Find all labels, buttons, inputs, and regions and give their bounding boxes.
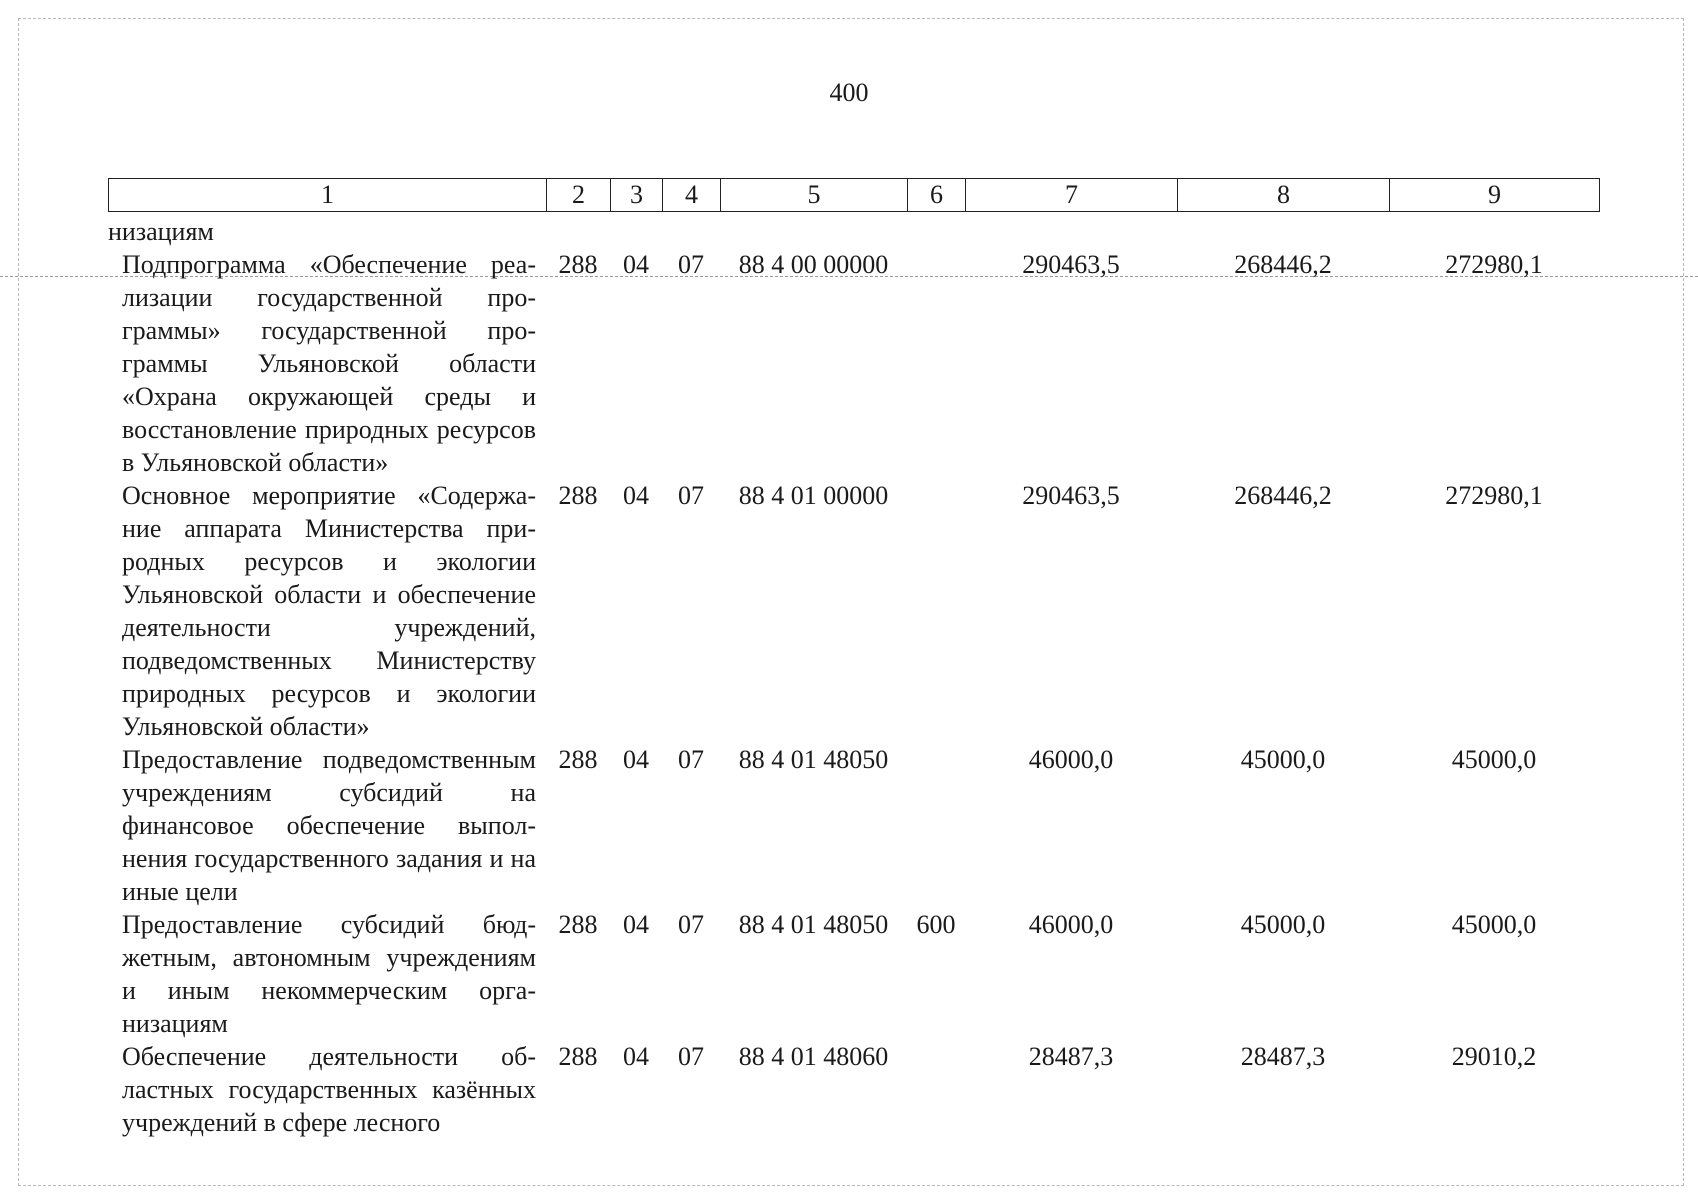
table-row: [108, 743, 1599, 908]
header-col-7: 7: [966, 179, 1178, 212]
cell-expense-type: [907, 743, 965, 908]
cell-target-code: 88 4 01 48050: [738, 745, 889, 774]
header-col-8: 8: [1178, 179, 1390, 212]
cell-target-code: 88 4 01 00000: [738, 481, 889, 510]
cell-expense-type: [907, 215, 965, 248]
header-col-2: 2: [547, 179, 611, 212]
cell-target-code: [720, 215, 907, 248]
table-row: [108, 248, 1599, 479]
cell-ministry: 288: [558, 745, 598, 774]
cell-amount-year3: 272980,1: [1445, 481, 1543, 510]
cell-expense-type: [907, 1040, 965, 1139]
row-description: Обеспечение деятельности областных государственных казённых учреждений в сфере лесного: [122, 1042, 536, 1137]
page-number: 400: [829, 78, 869, 107]
cell-amount-year1: 46000,0: [1028, 910, 1114, 939]
table-row: [108, 215, 1599, 248]
cell-ministry: 288: [558, 250, 598, 279]
header-col-1: 1: [109, 179, 547, 212]
table-row: [108, 908, 1599, 1040]
header-col-3: 3: [611, 179, 663, 212]
table-row: [108, 1040, 1599, 1139]
column-header-table: [108, 178, 1600, 212]
cell-amount-year1: 290463,5: [1022, 250, 1120, 279]
cell-amount-year1: 46000,0: [1028, 745, 1114, 774]
cell-subsection: 07: [678, 250, 704, 279]
cell-section: 04: [623, 745, 649, 774]
cell-subsection: 07: [678, 745, 704, 774]
cell-amount-year1: [965, 215, 1177, 248]
budget-table: [108, 215, 1599, 1139]
cell-subsection: [662, 215, 720, 248]
header-col-4: 4: [663, 179, 721, 212]
cell-target-code: 88 4 01 48060: [738, 1042, 889, 1071]
cell-amount-year2: 45000,0: [1240, 745, 1326, 774]
cell-amount-year2: [1177, 215, 1389, 248]
cell-ministry: 288: [558, 481, 598, 510]
cell-amount-year2: 268446,2: [1234, 481, 1332, 510]
row-description: Подпрограмма «Обеспечение реализации государственной программы» государственной программы Ульяновской области «Охрана окружающей среды и восстановление природных ресурсов в Ульяновской области»: [122, 250, 536, 477]
cell-subsection: 07: [678, 481, 704, 510]
header-col-5: 5: [721, 179, 908, 212]
cell-ministry: 288: [558, 910, 598, 939]
row-description: низациям: [108, 217, 214, 246]
row-description: Предоставление субсидий бюджетным, автономным учреждениям и иным некоммерческим организациям: [122, 910, 536, 1038]
header-col-9: 9: [1390, 179, 1600, 212]
row-description: Основное мероприятие «Содержание аппарата Министерства природных ресурсов и экологии Ульяновской области и обеспечение деятельности учреждений, подведомственных Министерству природных ресурсов и экологии Ульяновской области»: [122, 481, 536, 741]
cell-expense-type: [907, 479, 965, 743]
cell-section: [610, 215, 662, 248]
header-col-6: 6: [908, 179, 966, 212]
cell-amount-year1: 28487,3: [1028, 1042, 1114, 1071]
cell-subsection: 07: [678, 1042, 704, 1071]
cell-amount-year1: 290463,5: [1022, 481, 1120, 510]
cell-amount-year2: 268446,2: [1234, 250, 1332, 279]
cell-ministry: [546, 215, 610, 248]
cell-amount-year3: 45000,0: [1451, 745, 1537, 774]
cell-target-code: 88 4 01 48050: [738, 910, 889, 939]
row-description: Предоставление подведомственным учреждениям субсидий на финансовое обеспечение выполнения государственного задания и на иные цели: [122, 745, 536, 906]
cell-amount-year3: 29010,2: [1451, 1042, 1537, 1071]
cell-amount-year3: 45000,0: [1451, 910, 1537, 939]
cell-amount-year2: 45000,0: [1240, 910, 1326, 939]
cell-section: 04: [623, 481, 649, 510]
cell-amount-year2: 28487,3: [1240, 1042, 1326, 1071]
cell-target-code: 88 4 00 00000: [738, 250, 889, 279]
cell-section: 04: [623, 910, 649, 939]
cell-amount-year3: [1389, 215, 1599, 248]
cell-section: 04: [623, 250, 649, 279]
cell-ministry: 288: [558, 1042, 598, 1071]
cell-expense-type: 600: [916, 910, 956, 939]
cell-section: 04: [623, 1042, 649, 1071]
cell-subsection: 07: [678, 910, 704, 939]
cell-expense-type: [907, 248, 965, 479]
table-row: [108, 479, 1599, 743]
cell-amount-year3: 272980,1: [1445, 250, 1543, 279]
